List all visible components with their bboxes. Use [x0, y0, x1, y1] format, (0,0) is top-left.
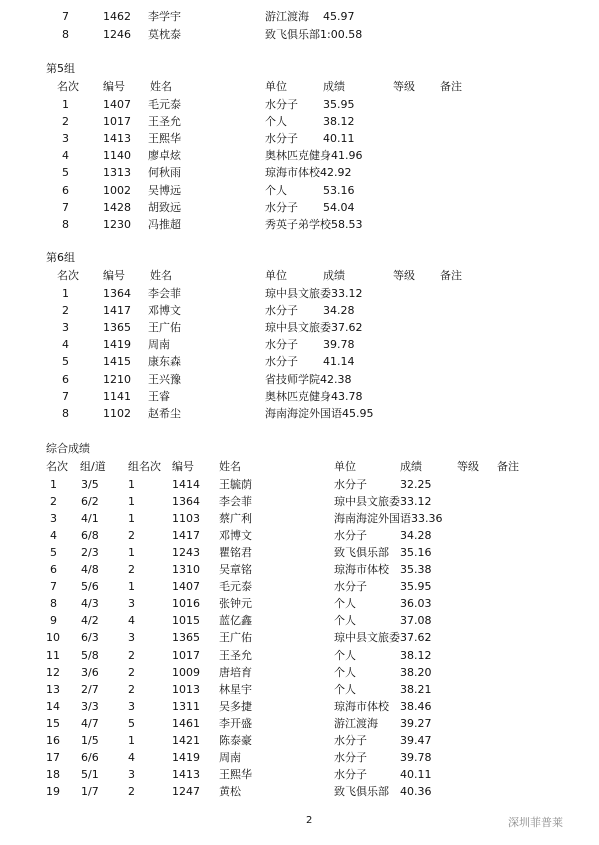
- cell-group-rank: 1: [128, 580, 135, 593]
- cell-rank: 6: [62, 373, 69, 386]
- cell-unit: 省技师学院42.38: [265, 373, 352, 386]
- cell-group-rank: 3: [128, 597, 135, 610]
- cell-unit: 水分子: [334, 734, 367, 747]
- cell-group-rank: 2: [128, 649, 135, 662]
- cell-lane: 2/3: [81, 546, 99, 559]
- cell-rank: 2: [62, 115, 69, 128]
- cell-number: 1103: [172, 512, 200, 525]
- cell-unit: 琼海市体校42.92: [265, 166, 352, 179]
- column-header: 姓名: [150, 80, 172, 93]
- cell-group-rank: 1: [128, 495, 135, 508]
- cell-rank: 3: [62, 321, 69, 334]
- cell-name: 陈泰豪: [219, 734, 252, 747]
- cell-unit: 个人: [334, 649, 356, 662]
- page-number: 2: [306, 815, 313, 826]
- cell-number: 1016: [172, 597, 200, 610]
- cell-group-rank: 1: [128, 512, 135, 525]
- cell-rank: 7: [62, 390, 69, 403]
- cell-name: 毛元泰: [148, 98, 181, 111]
- cell-number: 1017: [103, 115, 131, 128]
- cell-number: 1140: [103, 149, 131, 162]
- cell-unit: 琼中县文旅委37.62: [265, 321, 363, 334]
- cell-score: 38.46: [400, 700, 432, 713]
- cell-score: 38.20: [400, 666, 432, 679]
- column-header: 编号: [103, 269, 125, 282]
- cell-name: 何秋雨: [148, 166, 181, 179]
- cell-unit: 水分子: [334, 478, 367, 491]
- cell-group-rank: 3: [128, 700, 135, 713]
- cell-name: 李开盛: [219, 717, 252, 730]
- cell-rank: 8: [62, 218, 69, 231]
- column-header: 姓名: [150, 269, 172, 282]
- cell-group-rank: 2: [128, 563, 135, 576]
- cell-number: 1210: [103, 373, 131, 386]
- cell-name: 王兴豫: [148, 373, 181, 386]
- cell-name: 邓博文: [219, 529, 252, 542]
- cell-score: 37.08: [400, 614, 432, 627]
- cell-number: 1009: [172, 666, 200, 679]
- cell-name: 毛元泰: [219, 580, 252, 593]
- cell-score: 40.11: [400, 768, 432, 781]
- cell-lane: 2/7: [81, 683, 99, 696]
- cell-number: 1419: [103, 338, 131, 351]
- column-header: 成绩: [323, 269, 345, 282]
- cell-rank: 15: [46, 717, 60, 730]
- cell-unit: 致飞俱乐部1:00.58: [265, 28, 363, 41]
- column-header: 单位: [334, 460, 356, 473]
- cell-group-rank: 2: [128, 666, 135, 679]
- cell-unit: 个人: [265, 115, 287, 128]
- cell-lane: 4/7: [81, 717, 99, 730]
- column-header: 名次: [57, 80, 79, 93]
- cell-number: 1247: [172, 785, 200, 798]
- cell-name: 康东森: [148, 355, 181, 368]
- column-header: 成绩: [400, 460, 422, 473]
- cell-score: 53.16: [323, 184, 355, 197]
- cell-lane: 6/2: [81, 495, 99, 508]
- cell-number: 1428: [103, 201, 131, 214]
- column-header: 组名次: [128, 460, 161, 473]
- cell-number: 1246: [103, 28, 131, 41]
- cell-lane: 4/3: [81, 597, 99, 610]
- cell-unit: 海南海淀外国语33.36: [334, 512, 443, 525]
- cell-lane: 5/8: [81, 649, 99, 662]
- cell-lane: 3/6: [81, 666, 99, 679]
- cell-name: 黄松: [219, 785, 241, 798]
- cell-number: 1310: [172, 563, 200, 576]
- cell-rank: 12: [46, 666, 60, 679]
- cell-number: 1364: [103, 287, 131, 300]
- cell-rank: 6: [50, 563, 57, 576]
- cell-number: 1407: [103, 98, 131, 111]
- cell-rank: 8: [62, 407, 69, 420]
- cell-lane: 3/5: [81, 478, 99, 491]
- cell-score: 38.12: [323, 115, 355, 128]
- cell-number: 1364: [172, 495, 200, 508]
- cell-name: 王圣允: [219, 649, 252, 662]
- cell-unit: 琼中县文旅委37.62: [334, 631, 432, 644]
- cell-name: 李学宇: [148, 10, 181, 23]
- cell-unit: 秀英子弟学校58.53: [265, 218, 363, 231]
- cell-number: 1407: [172, 580, 200, 593]
- cell-score: 35.95: [400, 580, 432, 593]
- column-header: 成绩: [323, 80, 345, 93]
- cell-lane: 3/3: [81, 700, 99, 713]
- cell-number: 1243: [172, 546, 200, 559]
- cell-name: 蔡广利: [219, 512, 252, 525]
- cell-score: 38.21: [400, 683, 432, 696]
- cell-unit: 琼中县文旅委33.12: [265, 287, 363, 300]
- cell-score: 39.78: [323, 338, 355, 351]
- cell-name: 王广佑: [219, 631, 252, 644]
- cell-rank: 3: [62, 132, 69, 145]
- cell-name: 吴博远: [148, 184, 181, 197]
- cell-name: 冯推超: [148, 218, 181, 231]
- cell-number: 1419: [172, 751, 200, 764]
- cell-lane: 4/8: [81, 563, 99, 576]
- cell-rank: 11: [46, 649, 60, 662]
- cell-unit: 水分子: [265, 338, 298, 351]
- cell-group-rank: 4: [128, 614, 135, 627]
- cell-number: 1313: [103, 166, 131, 179]
- cell-rank: 8: [62, 28, 69, 41]
- group-title: 第6组: [46, 251, 75, 264]
- column-header: 单位: [265, 80, 287, 93]
- column-header: 编号: [103, 80, 125, 93]
- cell-rank: 10: [46, 631, 60, 644]
- cell-rank: 14: [46, 700, 60, 713]
- cell-rank: 9: [50, 614, 57, 627]
- cell-number: 1017: [172, 649, 200, 662]
- cell-lane: 6/3: [81, 631, 99, 644]
- cell-lane: 4/1: [81, 512, 99, 525]
- cell-number: 1365: [172, 631, 200, 644]
- cell-unit: 游江渡海: [265, 10, 309, 23]
- column-header: 单位: [265, 269, 287, 282]
- cell-rank: 1: [50, 478, 57, 491]
- cell-name: 王圣允: [148, 115, 181, 128]
- cell-number: 1415: [103, 355, 131, 368]
- cell-unit: 琼海市体校: [334, 563, 389, 576]
- cell-name: 瞿铭君: [219, 546, 252, 559]
- cell-unit: 水分子: [265, 132, 298, 145]
- cell-group-rank: 3: [128, 631, 135, 644]
- cell-rank: 2: [62, 304, 69, 317]
- cell-rank: 2: [50, 495, 57, 508]
- cell-unit: 海南海淀外国语45.95: [265, 407, 374, 420]
- cell-rank: 13: [46, 683, 60, 696]
- cell-group-rank: 1: [128, 546, 135, 559]
- group-title: 第5组: [46, 62, 75, 75]
- cell-unit: 致飞俱乐部: [334, 785, 389, 798]
- cell-number: 1462: [103, 10, 131, 23]
- cell-unit: 致飞俱乐部: [334, 546, 389, 559]
- cell-lane: 1/5: [81, 734, 99, 747]
- cell-name: 廖卓炫: [148, 149, 181, 162]
- cell-group-rank: 2: [128, 683, 135, 696]
- cell-rank: 4: [50, 529, 57, 542]
- cell-name: 胡致远: [148, 201, 181, 214]
- cell-name: 唐培育: [219, 666, 252, 679]
- cell-unit: 水分子: [334, 768, 367, 781]
- cell-group-rank: 2: [128, 785, 135, 798]
- cell-lane: 5/1: [81, 768, 99, 781]
- cell-number: 1230: [103, 218, 131, 231]
- cell-name: 王熙华: [219, 768, 252, 781]
- cell-score: 38.12: [400, 649, 432, 662]
- cell-score: 39.27: [400, 717, 432, 730]
- column-header: 备注: [497, 460, 519, 473]
- cell-lane: 4/2: [81, 614, 99, 627]
- column-header: 编号: [172, 460, 194, 473]
- cell-name: 莫枕泰: [148, 28, 181, 41]
- cell-rank: 4: [62, 149, 69, 162]
- cell-rank: 7: [50, 580, 57, 593]
- cell-unit: 个人: [334, 614, 356, 627]
- cell-group-rank: 1: [128, 478, 135, 491]
- cell-number: 1013: [172, 683, 200, 696]
- cell-name: 吴章铭: [219, 563, 252, 576]
- column-header: 备注: [440, 269, 462, 282]
- cell-number: 1002: [103, 184, 131, 197]
- cell-score: 34.28: [323, 304, 355, 317]
- cell-rank: 3: [50, 512, 57, 525]
- cell-name: 王毓荫: [219, 478, 252, 491]
- cell-group-rank: 5: [128, 717, 135, 730]
- cell-score: 35.38: [400, 563, 432, 576]
- cell-score: 32.25: [400, 478, 432, 491]
- cell-group-rank: 1: [128, 734, 135, 747]
- cell-rank: 7: [62, 201, 69, 214]
- cell-score: 39.47: [400, 734, 432, 747]
- cell-rank: 18: [46, 768, 60, 781]
- column-header: 名次: [57, 269, 79, 282]
- cell-unit: 水分子: [334, 580, 367, 593]
- cell-name: 王广佑: [148, 321, 181, 334]
- cell-number: 1421: [172, 734, 200, 747]
- cell-rank: 4: [62, 338, 69, 351]
- cell-name: 赵希尘: [148, 407, 181, 420]
- cell-rank: 6: [62, 184, 69, 197]
- cell-lane: 1/7: [81, 785, 99, 798]
- watermark: 深圳菲普莱: [508, 816, 563, 829]
- cell-name: 李会菲: [148, 287, 181, 300]
- cell-group-rank: 4: [128, 751, 135, 764]
- cell-name: 王睿: [148, 390, 170, 403]
- cell-number: 1414: [172, 478, 200, 491]
- cell-score: 54.04: [323, 201, 355, 214]
- cell-score: 36.03: [400, 597, 432, 610]
- cell-rank: 1: [62, 98, 69, 111]
- cell-lane: 6/8: [81, 529, 99, 542]
- cell-unit: 游江渡海: [334, 717, 378, 730]
- cell-rank: 8: [50, 597, 57, 610]
- cell-score: 40.11: [323, 132, 355, 145]
- cell-unit: 水分子: [334, 529, 367, 542]
- cell-rank: 1: [62, 287, 69, 300]
- column-header: 组/道: [80, 460, 106, 473]
- cell-score: 39.78: [400, 751, 432, 764]
- cell-rank: 16: [46, 734, 60, 747]
- column-header: 名次: [46, 460, 68, 473]
- cell-name: 王熙华: [148, 132, 181, 145]
- cell-number: 1311: [172, 700, 200, 713]
- cell-number: 1015: [172, 614, 200, 627]
- cell-unit: 水分子: [265, 201, 298, 214]
- overall-title: 综合成绩: [46, 442, 90, 455]
- column-header: 等级: [393, 269, 415, 282]
- column-header: 备注: [440, 80, 462, 93]
- cell-name: 蓝亿鑫: [219, 614, 252, 627]
- cell-score: 45.97: [323, 10, 355, 23]
- cell-name: 周南: [219, 751, 241, 764]
- cell-unit: 水分子: [265, 304, 298, 317]
- cell-group-rank: 3: [128, 768, 135, 781]
- cell-rank: 19: [46, 785, 60, 798]
- cell-name: 张钟元: [219, 597, 252, 610]
- cell-rank: 5: [50, 546, 57, 559]
- cell-unit: 个人: [265, 184, 287, 197]
- cell-unit: 水分子: [334, 751, 367, 764]
- cell-score: 41.14: [323, 355, 355, 368]
- cell-number: 1141: [103, 390, 131, 403]
- cell-name: 吴多捷: [219, 700, 252, 713]
- column-header: 等级: [393, 80, 415, 93]
- cell-number: 1102: [103, 407, 131, 420]
- cell-rank: 5: [62, 355, 69, 368]
- cell-number: 1413: [103, 132, 131, 145]
- cell-unit: 个人: [334, 683, 356, 696]
- cell-name: 李会菲: [219, 495, 252, 508]
- column-header: 姓名: [219, 460, 241, 473]
- cell-number: 1365: [103, 321, 131, 334]
- cell-lane: 5/6: [81, 580, 99, 593]
- cell-rank: 17: [46, 751, 60, 764]
- cell-lane: 6/6: [81, 751, 99, 764]
- cell-number: 1417: [172, 529, 200, 542]
- cell-number: 1413: [172, 768, 200, 781]
- cell-score: 34.28: [400, 529, 432, 542]
- cell-score: 35.95: [323, 98, 355, 111]
- cell-name: 邓博文: [148, 304, 181, 317]
- cell-number: 1417: [103, 304, 131, 317]
- cell-group-rank: 2: [128, 529, 135, 542]
- cell-unit: 琼海市体校: [334, 700, 389, 713]
- cell-unit: 水分子: [265, 355, 298, 368]
- cell-name: 林星宇: [219, 683, 252, 696]
- cell-unit: 个人: [334, 666, 356, 679]
- cell-score: 40.36: [400, 785, 432, 798]
- cell-unit: 个人: [334, 597, 356, 610]
- cell-number: 1461: [172, 717, 200, 730]
- cell-unit: 水分子: [265, 98, 298, 111]
- cell-score: 35.16: [400, 546, 432, 559]
- cell-unit: 琼中县文旅委33.12: [334, 495, 432, 508]
- column-header: 等级: [457, 460, 479, 473]
- cell-unit: 奥林匹克健身43.78: [265, 390, 363, 403]
- cell-unit: 奥林匹克健身41.96: [265, 149, 363, 162]
- cell-rank: 7: [62, 10, 69, 23]
- cell-rank: 5: [62, 166, 69, 179]
- cell-name: 周南: [148, 338, 170, 351]
